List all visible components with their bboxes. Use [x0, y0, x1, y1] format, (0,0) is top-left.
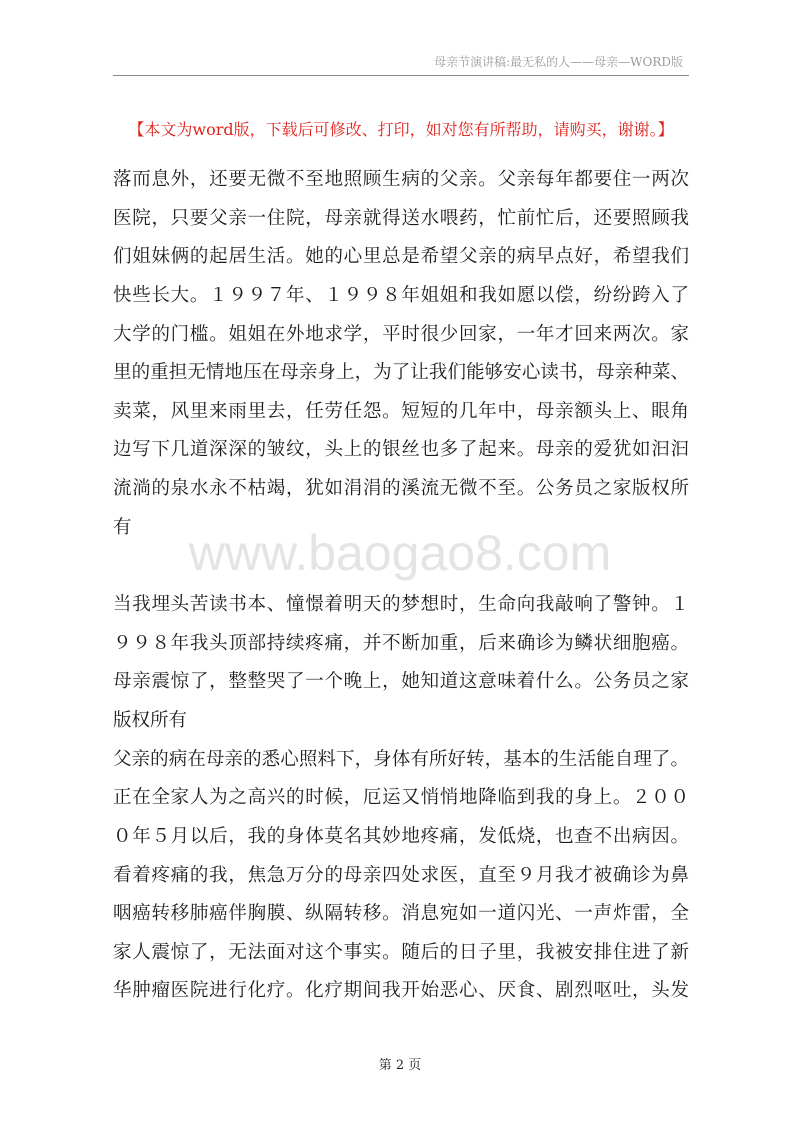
body-line: 大学的门槛。姐姐在外地求学，平时很少回家，一年才回来两次。家: [113, 323, 689, 345]
paragraph: [113, 586, 689, 741]
body-text: [113, 161, 689, 1011]
footer-page-number: 第 2 页: [378, 1058, 422, 1073]
body-line: 版权所有: [113, 709, 188, 731]
body-line: 们姐妹俩的起居生活。她的心里总是希望父亲的病早点好，希望我们: [113, 246, 689, 268]
paragraph: [113, 741, 689, 1011]
body-line: 落而息外，还要无微不至地照顾生病的父亲。父亲每年都要住一两次: [113, 169, 689, 190]
body-line: 家人震惊了，无法面对这个事实。随后的日子里，我被安排住进了新: [113, 941, 689, 963]
body-line: 华肿瘤医院进行化疗。化疗期间我开始恶心、厌食、剧烈呕吐，头发: [113, 980, 689, 1002]
body-line: 卖菜，风里来雨里去，任劳任怨。短短的几年中，母亲额头上、眼角: [113, 400, 689, 422]
body-line: 看着疼痛的我，焦急万分的母亲四处求医，直至９月我才被确诊为鼻: [113, 864, 689, 886]
body-line: 有: [113, 516, 132, 538]
body-line: ０年５月以后，我的身体莫名其妙地疼痛，发低烧，也查不出病因。: [113, 825, 689, 847]
paragraph: [113, 161, 689, 547]
purchase-notice: 【本文为word版，下载后可修改、打印，如对您有所帮助，请购买，谢谢。】: [128, 120, 674, 139]
body-line: 里的重担无情地压在母亲身上，为了让我们能够安心读书，母亲种菜、: [113, 362, 689, 384]
body-line: ９９８年我头顶部持续疼痛，并不断加重，后来确诊为鳞状细胞癌。: [113, 632, 689, 654]
body-line: 边写下几道深深的皱纹，头上的银丝也多了起来。母亲的爱犹如汩汩: [113, 439, 689, 461]
body-line: 咽癌转移肺癌伴胸膜、纵隔转移。消息宛如一道闪光、一声炸雷，全: [113, 903, 689, 925]
body-line: 正在全家人为之高兴的时候，厄运又悄悄地降临到我的身上。２００: [113, 787, 689, 809]
running-header-title: 母亲节演讲稿:最无私的人——母亲—WORD版: [434, 55, 683, 69]
body-line: 当我埋头苦读书本、憧憬着明天的梦想时，生命向我敲响了警钟。１: [113, 594, 689, 616]
body-line: 流淌的泉水永不枯竭，犹如涓涓的溪流无微不至。公务员之家版权所: [113, 478, 689, 500]
blank-line: [113, 547, 689, 586]
body-line: 快些长大。１９９７年、１９９８年姐姐和我如愿以偿，纷纷跨入了: [113, 284, 689, 306]
watermark: www.baogao8.com: [188, 525, 612, 581]
body-line: 母亲震惊了，整整哭了一个晚上，她知道这意味着什么。公务员之家: [113, 671, 689, 693]
body-line: 医院，只要父亲一住院，母亲就得送水喂药，忙前忙后，还要照顾我: [113, 207, 689, 229]
body-line: 父亲的病在母亲的悉心照料下，身体有所好转，基本的生活能自理了。: [113, 748, 689, 770]
header-rule: [113, 75, 689, 76]
